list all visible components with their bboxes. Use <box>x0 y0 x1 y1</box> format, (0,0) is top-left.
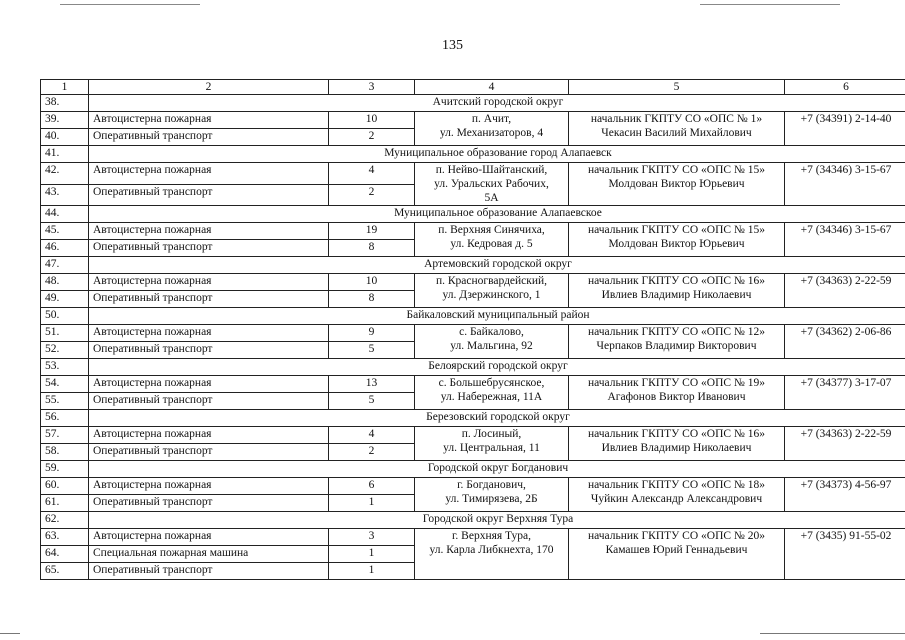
vehicle-quantity: 2 <box>329 129 415 146</box>
contact-line: Ивлиев Владимир Николаевич <box>601 289 752 301</box>
row-number: 46. <box>41 240 89 257</box>
row-number: 65. <box>41 563 89 580</box>
row-number: 60. <box>41 478 89 495</box>
vehicle-quantity: 5 <box>329 342 415 359</box>
vehicle-quantity: 4 <box>329 427 415 444</box>
contact-line: Чекасин Василий Михайлович <box>601 127 752 139</box>
contact-line: начальник ГКПТУ СО «ОПС № 15» <box>587 164 766 176</box>
address-line: п. Лосиный, <box>461 428 522 440</box>
address-line: с. Большебрусянское, <box>438 377 545 389</box>
bottom-edge-line <box>760 633 905 634</box>
row-number: 57. <box>41 427 89 444</box>
top-edge-line <box>60 4 200 5</box>
location-address <box>415 274 569 308</box>
address-line: п. Верхняя Синячиха, <box>438 224 545 236</box>
location-address <box>415 223 569 257</box>
row-number: 55. <box>41 393 89 410</box>
table-row <box>41 325 905 342</box>
vehicle-name: Автоцистерна пожарная <box>89 376 329 393</box>
table-row <box>41 478 905 495</box>
section-title: Городской округ Верхняя Тура <box>89 512 905 529</box>
row-number: 45. <box>41 223 89 240</box>
address-line: ул. Тимирязева, 2Б <box>445 493 538 505</box>
row-number: 40. <box>41 129 89 146</box>
row-number: 63. <box>41 529 89 546</box>
column-header: 3 <box>329 80 415 95</box>
vehicle-name: Оперативный транспорт <box>89 129 329 146</box>
page-number: 135 <box>442 38 463 53</box>
vehicle-name: Автоцистерна пожарная <box>89 529 329 546</box>
responsible-person <box>569 163 785 206</box>
responsible-person <box>569 529 785 580</box>
responsible-person <box>569 274 785 308</box>
table-header-row <box>41 80 905 95</box>
equipment-table <box>40 79 905 580</box>
section-title: Байкаловский муниципальный район <box>89 308 905 325</box>
row-number: 58. <box>41 444 89 461</box>
section-row <box>41 206 905 223</box>
section-title: Ачитский городской округ <box>89 95 905 112</box>
row-number: 53. <box>41 359 89 376</box>
vehicle-name: Автоцистерна пожарная <box>89 325 329 342</box>
row-number: 51. <box>41 325 89 342</box>
row-number: 56. <box>41 410 89 427</box>
address-line: п. Ачит, <box>471 113 512 125</box>
vehicle-quantity: 8 <box>329 291 415 308</box>
section-title: Городской округ Богданович <box>89 461 905 478</box>
vehicle-name: Оперативный транспорт <box>89 291 329 308</box>
vehicle-quantity: 2 <box>329 444 415 461</box>
column-header: 1 <box>41 80 89 95</box>
vehicle-quantity: 4 <box>329 163 415 185</box>
location-address <box>415 427 569 461</box>
section-row <box>41 146 905 163</box>
row-number: 50. <box>41 308 89 325</box>
phone-number: +7 (34377) 3-17-07 <box>785 376 905 410</box>
section-row <box>41 257 905 274</box>
section-title: Муниципальное образование Алапаевское <box>89 206 905 223</box>
bottom-edge-line <box>0 633 20 634</box>
phone-number: +7 (34391) 2-14-40 <box>785 112 905 146</box>
table-row <box>41 163 905 185</box>
responsible-person <box>569 376 785 410</box>
section-row <box>41 512 905 529</box>
vehicle-name: Оперативный транспорт <box>89 563 329 580</box>
vehicle-quantity: 1 <box>329 563 415 580</box>
section-row <box>41 461 905 478</box>
address-line: с. Байкалово, <box>459 326 524 338</box>
contact-line: начальник ГКПТУ СО «ОПС № 20» <box>587 530 766 542</box>
contact-line: Камашев Юрий Геннадьевич <box>605 544 748 556</box>
vehicle-name: Оперативный транспорт <box>89 495 329 512</box>
location-address <box>415 112 569 146</box>
row-number: 48. <box>41 274 89 291</box>
responsible-person <box>569 112 785 146</box>
row-number: 47. <box>41 257 89 274</box>
contact-line: начальник ГКПТУ СО «ОПС № 19» <box>587 377 766 389</box>
address-line: ул. Набережная, 11А <box>440 391 543 403</box>
location-address <box>415 529 569 580</box>
contact-line: начальник ГКПТУ СО «ОПС № 12» <box>587 326 766 338</box>
contact-line: Агафонов Виктор Иванович <box>607 391 746 403</box>
contact-line: начальник ГКПТУ СО «ОПС № 16» <box>587 275 766 287</box>
address-line: ул. Механизаторов, 4 <box>439 127 544 139</box>
contact-line: начальник ГКПТУ СО «ОПС № 18» <box>587 479 766 491</box>
vehicle-quantity: 2 <box>329 184 415 206</box>
vehicle-quantity: 8 <box>329 240 415 257</box>
column-header: 6 <box>785 80 905 95</box>
vehicle-name: Оперативный транспорт <box>89 342 329 359</box>
phone-number: +7 (34346) 3-15-67 <box>785 163 905 206</box>
table-row <box>41 223 905 240</box>
vehicle-name: Специальная пожарная машина <box>89 546 329 563</box>
address-line: ул. Дзержинского, 1 <box>442 289 541 301</box>
column-header: 2 <box>89 80 329 95</box>
table-row <box>41 529 905 546</box>
vehicle-name: Автоцистерна пожарная <box>89 163 329 185</box>
vehicle-name: Автоцистерна пожарная <box>89 223 329 240</box>
vehicle-name: Оперативный транспорт <box>89 444 329 461</box>
section-row <box>41 359 905 376</box>
phone-number: +7 (3435) 91-55-02 <box>785 529 905 580</box>
contact-line: Ивлиев Владимир Николаевич <box>601 442 752 454</box>
vehicle-quantity: 9 <box>329 325 415 342</box>
top-edge-line <box>700 4 840 5</box>
table-row <box>41 112 905 129</box>
phone-number: +7 (34373) 4-56-97 <box>785 478 905 512</box>
vehicle-name: Автоцистерна пожарная <box>89 427 329 444</box>
section-title: Березовский городской округ <box>89 410 905 427</box>
row-number: 54. <box>41 376 89 393</box>
vehicle-name: Оперативный транспорт <box>89 393 329 410</box>
location-address <box>415 478 569 512</box>
phone-number: +7 (34362) 2-06-86 <box>785 325 905 359</box>
row-number: 38. <box>41 95 89 112</box>
vehicle-quantity: 10 <box>329 112 415 129</box>
row-number: 43. <box>41 184 89 206</box>
vehicle-quantity: 5 <box>329 393 415 410</box>
address-line: 5А <box>484 192 499 204</box>
address-line: п. Красногвардейский, <box>435 275 548 287</box>
table-row <box>41 427 905 444</box>
row-number: 64. <box>41 546 89 563</box>
column-header: 5 <box>569 80 785 95</box>
row-number: 59. <box>41 461 89 478</box>
contact-line: начальник ГКПТУ СО «ОПС № 15» <box>587 224 766 236</box>
vehicle-name: Автоцистерна пожарная <box>89 478 329 495</box>
location-address <box>415 163 569 206</box>
row-number: 52. <box>41 342 89 359</box>
phone-number: +7 (34363) 2-22-59 <box>785 427 905 461</box>
vehicle-name: Автоцистерна пожарная <box>89 274 329 291</box>
table-row <box>41 274 905 291</box>
responsible-person <box>569 325 785 359</box>
row-number: 39. <box>41 112 89 129</box>
contact-line: начальник ГКПТУ СО «ОПС № 16» <box>587 428 766 440</box>
vehicle-quantity: 1 <box>329 546 415 563</box>
vehicle-quantity: 13 <box>329 376 415 393</box>
row-number: 61. <box>41 495 89 512</box>
column-header: 4 <box>415 80 569 95</box>
address-line: г. Богданович, <box>457 479 526 491</box>
row-number: 41. <box>41 146 89 163</box>
vehicle-quantity: 1 <box>329 495 415 512</box>
row-number: 44. <box>41 206 89 223</box>
address-line: г. Верхняя Тура, <box>452 530 531 542</box>
address-line: ул. Кедровая д. 5 <box>450 238 533 250</box>
row-number: 42. <box>41 163 89 185</box>
location-address <box>415 376 569 410</box>
vehicle-name: Оперативный транспорт <box>89 240 329 257</box>
address-line: п. Нейво-Шайтанский, <box>435 164 548 176</box>
row-number: 62. <box>41 512 89 529</box>
phone-number: +7 (34346) 3-15-67 <box>785 223 905 257</box>
responsible-person <box>569 427 785 461</box>
vehicle-quantity: 6 <box>329 478 415 495</box>
contact-line: Черпаков Владимир Викторович <box>596 340 757 352</box>
section-title: Артемовский городской округ <box>89 257 905 274</box>
address-line: ул. Центральная, 11 <box>443 442 540 454</box>
vehicle-quantity: 19 <box>329 223 415 240</box>
section-row <box>41 410 905 427</box>
vehicle-quantity: 3 <box>329 529 415 546</box>
contact-line: Чуйкин Александр Александрович <box>590 493 763 505</box>
contact-line: Молдован Виктор Юрьевич <box>608 178 745 190</box>
contact-line: начальник ГКПТУ СО «ОПС № 1» <box>590 113 763 125</box>
responsible-person <box>569 478 785 512</box>
address-line: ул. Уральских Рабочих, <box>434 178 549 190</box>
address-line: ул. Мальгина, 92 <box>450 340 533 352</box>
location-address <box>415 325 569 359</box>
table-row <box>41 376 905 393</box>
vehicle-quantity: 10 <box>329 274 415 291</box>
contact-line: Молдован Виктор Юрьевич <box>608 238 745 250</box>
section-row <box>41 95 905 112</box>
vehicle-name: Оперативный транспорт <box>89 184 329 206</box>
section-title: Белоярский городской округ <box>89 359 905 376</box>
section-title: Муниципальное образование город Алапаевск <box>89 146 905 163</box>
phone-number: +7 (34363) 2-22-59 <box>785 274 905 308</box>
address-line: ул. Карла Либкнехта, 170 <box>429 544 554 556</box>
section-row <box>41 308 905 325</box>
vehicle-name: Автоцистерна пожарная <box>89 112 329 129</box>
responsible-person <box>569 223 785 257</box>
row-number: 49. <box>41 291 89 308</box>
table-body <box>41 80 905 580</box>
